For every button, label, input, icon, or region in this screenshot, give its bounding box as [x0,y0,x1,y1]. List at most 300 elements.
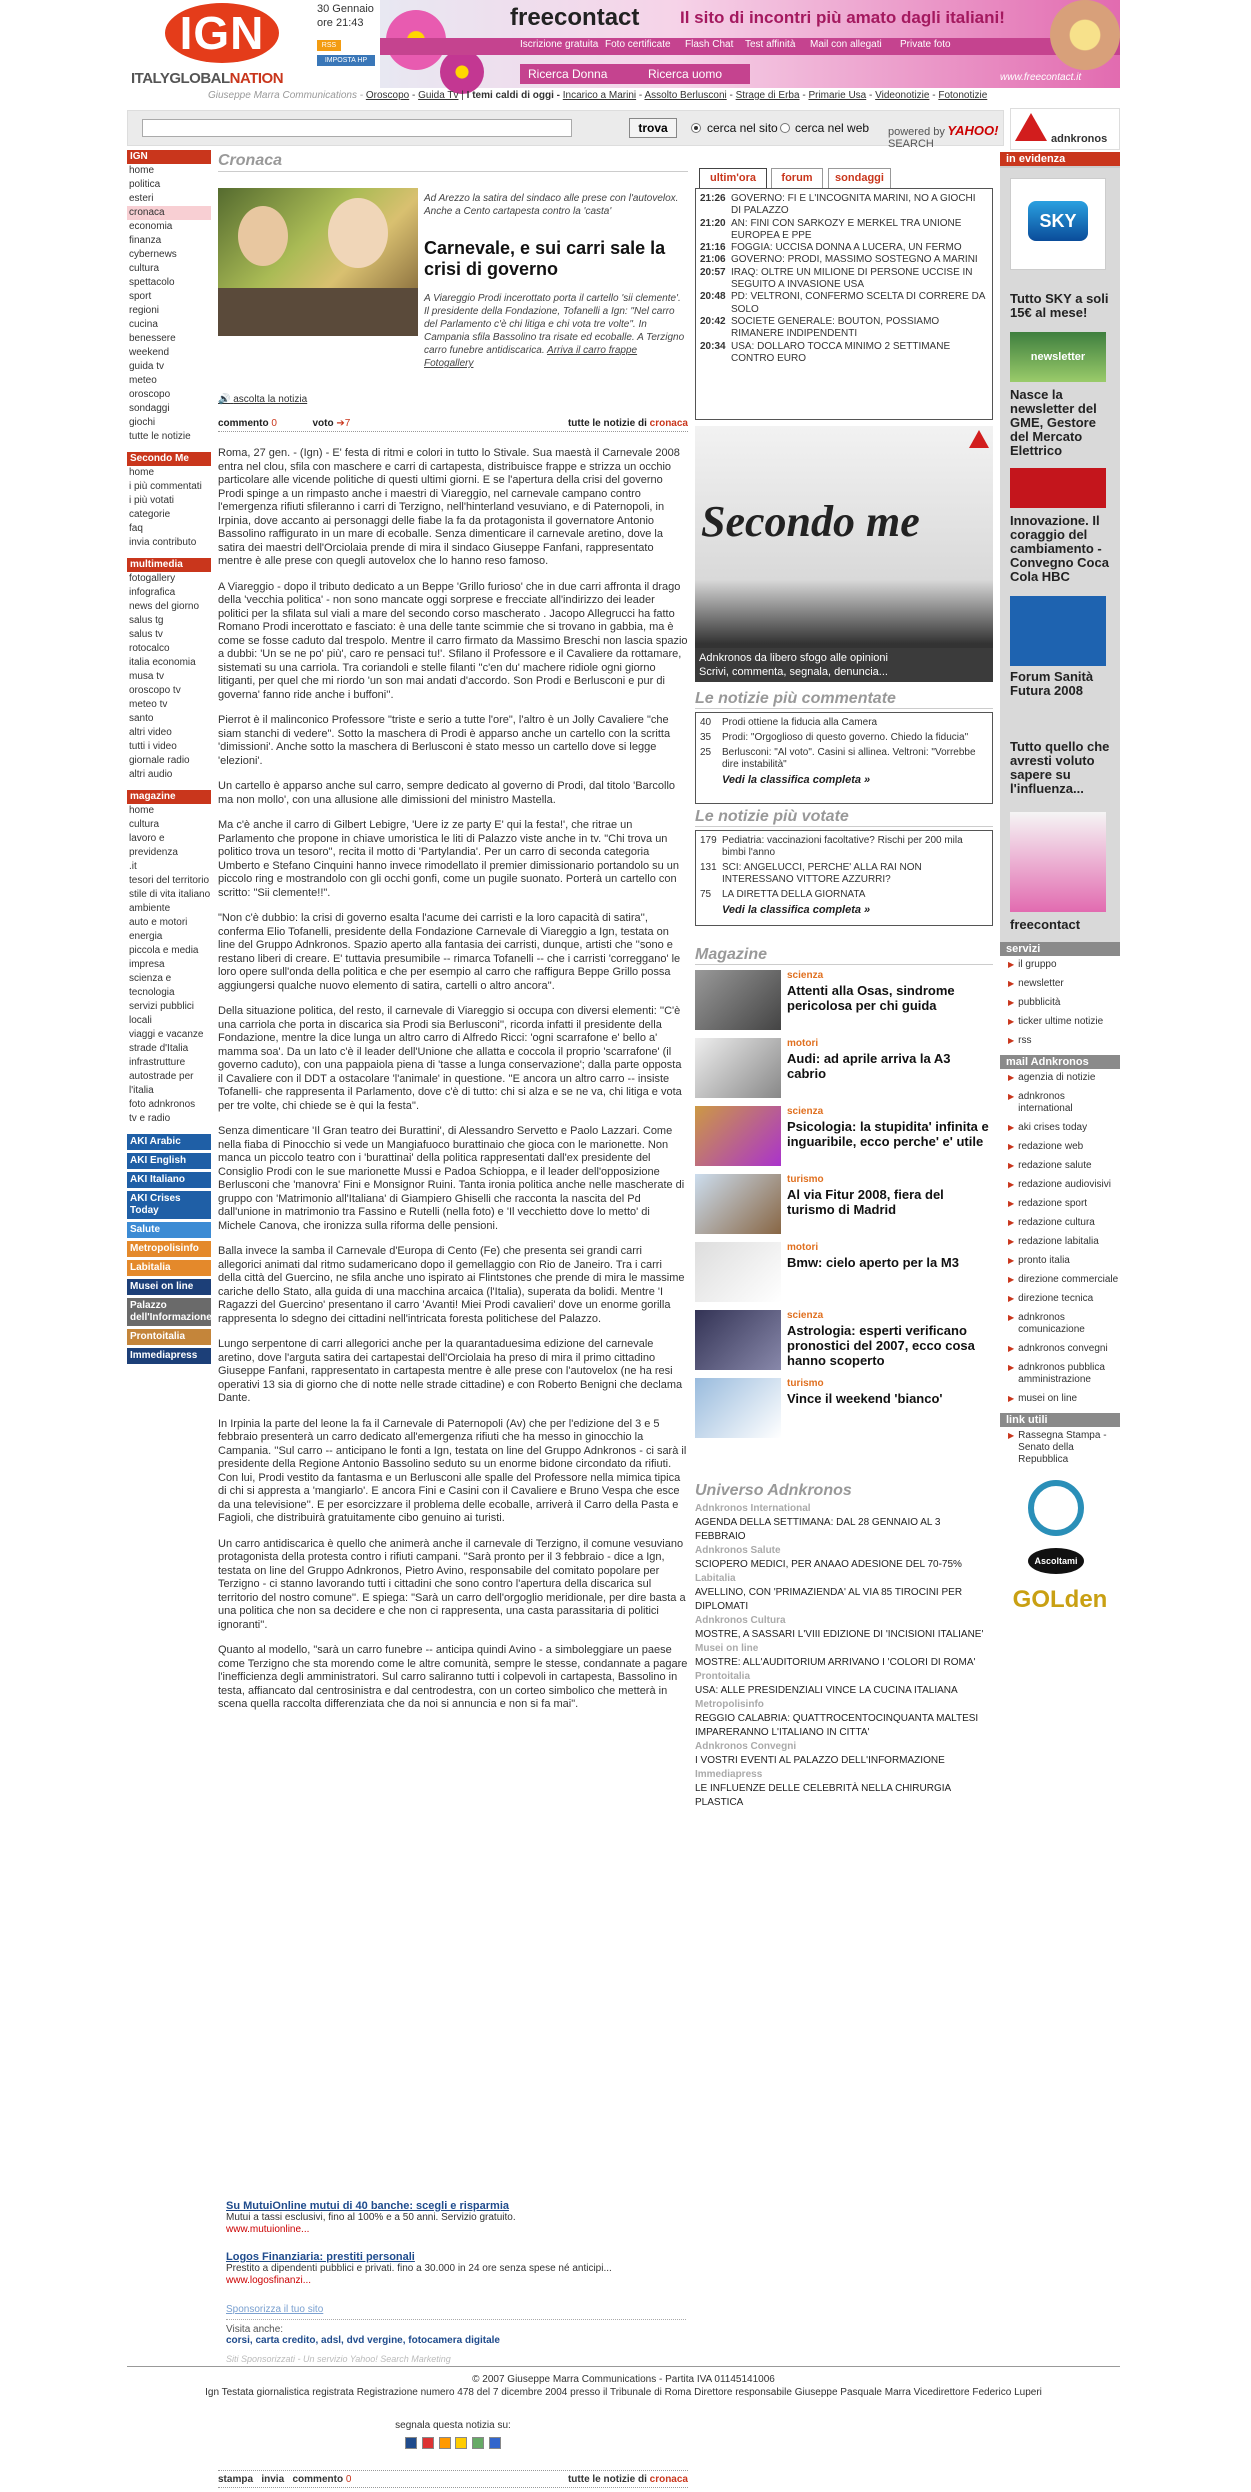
arrow-icon: ▶ [1008,1313,1015,1322]
date-box [317,0,375,88]
sponsored-links [226,2200,686,2364]
leftnav-item[interactable]: esteri [129,193,154,204]
leftnav-item[interactable]: guida tv [129,361,165,372]
leftnav-item[interactable]: tesori del territorio [129,875,210,886]
news-item[interactable] [700,291,988,316]
crowd [218,288,418,336]
portal-link[interactable]: Salute [127,1222,211,1238]
magazine-thumbnail[interactable] [695,1378,781,1438]
portal-link[interactable]: AKI Italiano [127,1172,211,1188]
universo-section[interactable]: Prontoitalia [695,1671,751,1682]
magazine-title[interactable]: Attenti alla Osas, sindrome pericolosa per chi guida [787,983,955,1013]
magazine-thumbnail[interactable] [695,1106,781,1166]
radio-site[interactable] [691,123,701,133]
article-paragraph: Un cartello è apparso anche sul carro, sempre dedicato al governo di Prodi, dal titolo 'Barcollo ma non mollo', con una allusione alle dimissioni del ministro Mastella. [218,780,676,806]
bottom-action-bar [218,2470,688,2488]
sponsor-link[interactable]: Sponsorizza il tuo sito [226,2304,324,2315]
news-item[interactable] [700,341,988,366]
article-lead-image[interactable] [218,188,418,336]
segnalo-icon[interactable] [472,2437,484,2449]
universo-section[interactable]: Immediapress [695,1769,763,1780]
universo-section[interactable]: Adnkronos Convegni [695,1741,797,1752]
leftnav-item[interactable]: oroscopo tv [129,685,181,696]
evidenza-item[interactable]: Tutto quello che avresti voluto sapere su l'influenza... [1010,739,1110,796]
sidebar-link[interactable] [1000,1252,1120,1271]
sanita-futura-image[interactable] [1010,596,1106,666]
leftnav-header: IGN [127,150,211,164]
evidenza-item[interactable]: Tutto SKY a soli 15€ al mese! [1010,291,1109,320]
leftnav-item[interactable]: benessere [129,333,176,344]
arrow-icon: ▶ [1008,1017,1015,1026]
leftnav-item[interactable]: stile di vita italiano [129,889,211,900]
influenza-spacer [1010,718,1106,728]
article-summary [424,292,688,370]
magazine-thumbnail[interactable] [695,970,781,1030]
magazine-thumbnail[interactable] [695,1242,781,1302]
leftnav-item[interactable]: altri video [129,727,172,738]
ascoltami-logo[interactable]: Ascoltami [1028,1548,1084,1574]
leftnav-item[interactable]: santo [129,713,154,724]
sidebar-link[interactable] [1000,994,1120,1013]
leftnav-item[interactable]: viaggi e vacanze [129,1029,204,1040]
ad-item[interactable] [226,2200,686,2235]
leftnav-item[interactable]: rotocalco [129,643,170,654]
vote-count: 7 [344,418,351,429]
news-title: PD: VELTRONI, CONFERMO SCELTA DI CORRERE DA SOLO [731,291,985,315]
hot-topic-link[interactable]: Assolto Berlusconi [644,90,727,101]
secondo-me-line1: Adnkronos da libero sfogo alle opinioni [699,652,888,664]
leftnav-item[interactable]: infrastrutture [129,1057,186,1068]
ranked-item[interactable] [700,717,988,729]
leftnav-item[interactable]: .it [129,861,137,872]
magazine-item[interactable] [695,1242,993,1305]
universo-section[interactable]: Labitalia [695,1573,736,1584]
secondo-me-promo[interactable] [695,426,993,682]
leftnav-item[interactable]: salus tv [129,629,163,640]
leftnav-item[interactable]: tv e radio [129,1113,171,1124]
ad-url[interactable]: www.mutuionline... [226,2224,310,2235]
hot-topic-link[interactable]: Primarie Usa [808,90,867,101]
universo-item[interactable]: SCIOPERO MEDICI, PER ANAAO ADESIONE DEL 70-75% [695,1559,962,1570]
ign-logo[interactable] [127,0,317,88]
sky-image[interactable] [1010,178,1106,270]
sub-navigation: Giuseppe Marra Communications - Oroscopo - Guida Tv | I temi caldi di oggi - Incarico a Marini - Assolto Berlusconi - Strage di Erba - Primarie Usa - Videonotizie - Fotonotizie [208,90,988,101]
sidebar-link-label: direzione tecnica [1018,1293,1094,1304]
sidebar-link[interactable] [1000,1233,1120,1252]
universo-section[interactable]: Adnkronos International [695,1503,811,1514]
all-news-label: tutte le notizie di [567,418,647,429]
ranked-title: SCI: ANGELUCCI, PERCHE' ALLA RAI NON INTERESSANO VITTORE AZZURRI? [722,862,922,885]
portal-link[interactable]: Palazzo dell'Informazione [127,1298,211,1326]
ranked-item[interactable] [700,835,988,859]
leftnav-item[interactable]: servizi pubblici locali [129,1001,195,1026]
comment-link[interactable]: commento [218,418,269,429]
spacer [127,782,211,790]
magazine-thumbnail[interactable] [695,1038,781,1098]
site-header [127,0,1120,88]
servizi-list [1000,956,1120,1051]
leftnav-item[interactable]: giornale radio [129,755,190,766]
coca-cola-image[interactable] [1010,468,1106,508]
magazine-item[interactable] [695,1310,993,1373]
leftnav-item[interactable]: finanza [129,235,162,246]
logo-sub-b: NATION [229,70,284,87]
news-time: 21:06 [700,254,726,266]
links-list [1000,1427,1120,1470]
leftnav-item[interactable]: regioni [129,305,160,316]
portal-link[interactable]: Metropolisinfo [127,1241,211,1257]
leftnav-header: multimedia [127,558,211,572]
hot-topics-label: I temi caldi di oggi - [466,90,560,101]
sidebar-link-label: rss [1018,1035,1032,1046]
sidebar-link[interactable] [1000,1013,1120,1032]
ultimora-list [695,188,993,420]
carnival-figure [238,206,288,266]
leftnav-item[interactable]: politica [129,179,161,190]
article-paragraph: In Irpinia la parte del leone la fa il Carnevale di Paternopoli (Av) che per l'edizione del 3 e 5 febbraio presenterà un carro dedicato all'emergenza rifiuti che ha messo in ginocchio la Campania. ''Sul carro -- anticipano le fonti a Ign, testata on line del Gruppo Adnkronos - ci sarà il presidente della Regione Antonio Bassolino seduto su un enorme bidone circondato da rifiuti. Con lui, Prodi vestito da fantasma e un Berlusconi alle spalle del Professore nella mimica tipica di chi si appresta a 'mangiarlo'. E ancora Fini e Casini con il Cavaliere e Bruno Vespa che esce da una televisione''. E per esorcizzare il problema delle ecoballe, arriverà il Carro della Pasta e Fagioli, che distribuirà gratuitamente cibo genuino ai turisti. [218,1417,687,1524]
sidebar-link[interactable] [1000,1176,1120,1195]
evidenza-item[interactable]: freecontact [1010,917,1081,932]
leftnav-item[interactable]: tutte le notizie [129,431,191,442]
leftnav-item[interactable]: cultura [129,819,160,830]
portal-link[interactable]: Labitalia [127,1260,211,1276]
arrow-icon: ▶ [1008,1123,1015,1132]
facebook-icon[interactable] [489,2437,501,2449]
leftnav-item[interactable]: home [129,165,155,176]
most-commented-list [695,712,993,804]
sidebar-link[interactable] [1000,1309,1120,1340]
leftnav-item[interactable]: musa tv [129,671,165,682]
leftnav-item[interactable]: strade d'Italia [129,1043,189,1054]
guida-tv-link[interactable]: Guida Tv [418,90,459,101]
magazine-title[interactable]: Audi: ad aprile arriva la A3 cabrio [787,1051,951,1081]
ad-url[interactable]: www.logosfinanzi... [226,2275,312,2286]
search-input[interactable] [142,119,572,137]
sidebar-link[interactable] [1000,975,1120,994]
portal-link[interactable]: Immediapress [127,1348,211,1364]
share-icons [218,2437,688,2452]
sidebar-link[interactable] [1000,1214,1120,1233]
leftnav-item[interactable]: giochi [129,417,156,428]
ad-item[interactable] [226,2251,686,2286]
portal-link[interactable]: AKI English [127,1153,211,1169]
partner-logo-circle[interactable] [1028,1480,1084,1536]
sidebar-link-label: adnkronos comunicazione [1018,1312,1085,1335]
magazine-item[interactable] [695,1378,993,1441]
article-meta-bar [218,418,688,432]
ign-logo-subtitle [131,70,283,87]
magazine-title[interactable]: Al via Fitur 2008, fiera del turismo di Madrid [787,1187,944,1217]
leftnav-item[interactable]: oroscopo [129,389,171,400]
evidenza-item[interactable]: Innovazione. Il coraggio del cambiamento - Convegno Coca Cola HBC [1010,513,1109,584]
hot-topic-link[interactable]: Fotonotizie [938,90,988,101]
sidebar-link[interactable] [1000,1427,1120,1470]
share-label: segnala questa notizia su: [395,2420,511,2431]
speaker-icon: 🔊 [218,394,231,405]
universo-section[interactable]: Musei on line [695,1643,759,1654]
vote-link[interactable]: voto [312,418,334,429]
news-item[interactable] [700,242,988,254]
leftnav-item[interactable]: economia [129,221,173,232]
leftnav-item[interactable]: infografica [129,587,176,598]
arrow-icon: ▶ [1008,1431,1015,1440]
freecontact-banner[interactable] [380,0,1120,88]
mail-header: mail Adnkronos [1000,1055,1120,1069]
search-button[interactable]: trova [629,118,677,138]
ranked-title: Berlusconi: "Al voto". Casini si allinea. Veltroni: "Vorrebbe dire instabilità" [722,747,976,770]
hot-topic-link[interactable]: Videonotizie [875,90,930,101]
banner-link[interactable]: Private foto [900,39,951,50]
portal-link[interactable]: AKI Arabic [127,1134,211,1150]
leftnav-header: magazine [127,790,211,804]
banner-photo [1050,0,1120,70]
adnkronos-logo[interactable] [1010,108,1120,150]
visita-links[interactable]: corsi, carta credito, adsl, dvd vergine, fotocamera digitale [226,2335,500,2346]
banner-link[interactable]: Mail con allegati [810,39,882,50]
digg-icon[interactable] [422,2437,434,2449]
date-time: ore 21:43 [317,17,364,29]
arrow-icon: ▶ [1008,1394,1015,1403]
leftnav-item[interactable]: cybernews [129,249,177,260]
ad-title[interactable]: Logos Finanziaria: prestiti personali [226,2251,415,2263]
arrow-icon: ▶ [1008,1092,1015,1101]
ranked-item[interactable] [700,889,988,901]
universo-item[interactable]: AGENDA DELLA SETTIMANA: DAL 28 GENNAIO AL 3 FEBBRAIO [695,1517,941,1542]
banner-link[interactable]: Flash Chat [685,39,734,50]
listen-link[interactable] [218,394,307,405]
leftnav-item[interactable]: categorie [129,509,171,520]
search-man-link[interactable]: Ricerca uomo [648,67,723,81]
leftnav-header: Secondo Me [127,452,211,466]
portal-link[interactable]: AKI Crises Today [127,1191,211,1219]
leftnav-item[interactable]: cultura [129,263,160,274]
leftnav-item[interactable]: sport [129,291,152,302]
leftnav-item[interactable]: meteo [129,375,157,386]
sidebar-link[interactable] [1000,1195,1120,1214]
sidebar-link[interactable] [1000,1359,1120,1390]
section-title: Cronaca [218,152,688,172]
leftnav-item[interactable]: foto adnkronos [129,1099,196,1110]
magazine-item[interactable] [695,1106,993,1169]
logo-sub-a: ITALYGLOBAL [131,70,230,87]
leftnav-item[interactable]: italia economia [129,657,196,668]
portal-link[interactable]: Prontoitalia [127,1329,211,1345]
leftnav-item[interactable]: invia contributo [129,537,197,548]
leftnav-item[interactable]: weekend [129,347,170,358]
leftnav-item[interactable]: faq [129,523,143,534]
magazine-item[interactable] [695,970,993,1033]
leftnav-item[interactable]: fotogallery [129,573,176,584]
tab-sondaggi[interactable]: sondaggi [828,168,891,188]
tab-ultimora[interactable]: ultim'ora [699,168,767,188]
leftnav-item[interactable]: news del giorno [129,601,200,612]
leftnav-item[interactable]: i più commentati [129,481,202,492]
ad-title[interactable]: Su MutuiOnline mutui di 40 banche: scegli e risparmia [226,2200,510,2212]
yahoo-ads-footer: Siti Sponsorizzati - Un servizio Yahoo! Search Marketing [226,2354,451,2364]
magazine-item[interactable] [695,1174,993,1237]
news-item[interactable] [700,193,988,218]
sidebar-link[interactable] [1000,1340,1120,1359]
sidebar-link-label: agenzia di notizie [1018,1072,1096,1083]
sidebar-link[interactable] [1000,956,1120,975]
sidebar-link[interactable] [1000,1271,1120,1290]
arrow-icon: ▶ [1008,1073,1015,1082]
leftnav-item[interactable]: altri audio [129,769,173,780]
magazine-thumbnail[interactable] [695,1174,781,1234]
leftnav-item[interactable]: autostrade per l'italia [129,1071,194,1096]
leftnav-item[interactable]: sondaggi [129,403,170,414]
universo-item[interactable]: LE INFLUENZE DELLE CELEBRITÀ NELLA CHIRURGIA PLASTICA [695,1783,951,1808]
universo-section[interactable]: Adnkronos Cultura [695,1615,786,1626]
portal-link[interactable]: Musei on line [127,1279,211,1295]
article-paragraph: Della situazione politica, del resto, il carnevale di Viareggio si occupa con diversi elementi: ''C'è una carriola che porta in discarica sia Prodi sia Berlusconi'', ricorda infatti il presidente della Fondazione, mentre la dice lunga un altro carro di Alfredo Ricci: 'ogni scarrafone e' bello a' mamma soa'. Da un lato c'è il leader dell'Unione che allatta e coccola il proprio 'scarrafone' (il governo caduto), con una pappaiola piena di 'tasse a lunga conservazione'; dalla parte opposta il Cavaliere con il DDT a ostacolare 'l'animale' in questione. ''E ancora un altro carro -- insiste Tofanelli- che rappresenta il Parlamento, dove c'è di tutto: chi si alza e se ne va, chi litiga e vota per tre volte, chi chiede se è qui la festa''. [218,1005,682,1112]
ign-logo-mark: IGN [165,3,279,63]
rss-button[interactable]: RSS [317,40,341,51]
comment-bottom-link[interactable]: commento [292,2474,344,2485]
leftnav-item[interactable]: tutti i video [129,741,177,752]
article-paragraph: Senza dimenticare 'Il Gran teatro dei Burattini', di Alessandro Servetto e Paolo Lazzari. Come nella fiaba di Pinocchio si vede un Mangiafuoco burattinaio che gioca con le marionette. Non manca un piccolo teatro con i 'burattinai' della politica rappresentati dall'ex presidente del Consiglio Prodi con le sue marionette Mussi e Padoa Schioppa, e il leader dell'opposizione Berlusconi che 'manovra' Fini e Monsignor Ruini. Tanta ironia politica anche nelle mascherate di gruppo con 'Matrimonio all'Italiana' di Giampiero Ghiselli che racconta la nascita del Pd dall'unione in matrimonio tra Fassino e Rutelli (nella foto) e 'Il vecchietto dove lo metto' di Michele Canova, che ironizza sulla riforma delle pensioni. [218,1125,685,1232]
sidebar-link-label: Rassegna Stampa - Senato della Repubblica [1018,1430,1107,1465]
leftnav-item[interactable]: piccola e media impresa [129,945,199,970]
all-news-section: cronaca [649,2474,688,2485]
banner-url: www.freecontact.it [1000,72,1082,83]
hot-topic-link[interactable]: Incarico a Marini [562,90,637,101]
news-item[interactable] [700,316,988,341]
magazine-title[interactable]: Astrologia: esperti verificano pronostici del 2007, ecco cosa hanno scoperto [787,1323,975,1368]
arrow-icon: ▶ [1008,1363,1015,1372]
search-woman-link[interactable]: Ricerca Donna [528,67,608,81]
magazine-title[interactable]: Psicologia: la stupidita' infinita e inguaribile, ecco perche' e' utile [787,1119,989,1149]
banner-link[interactable]: Iscrizione gratuita [520,39,599,50]
sidebar-link[interactable] [1000,1069,1120,1088]
leftnav-item[interactable]: home [129,467,155,478]
sidebar-link[interactable] [1000,1088,1120,1119]
see-full-ranking-link[interactable]: Vedi la classifica completa » [722,904,871,916]
arrow-icon: ▶ [1008,998,1015,1007]
universo-section[interactable]: Metropolisinfo [695,1699,764,1710]
leftnav-item[interactable]: energia [129,931,163,942]
universo-item[interactable]: MOSTRE: ALL'AUDITORIUM ARRIVANO I 'COLORI DI ROMA' [695,1657,976,1668]
freecontact-image[interactable] [1010,812,1106,912]
universo-title: Universo Adnkronos [695,1482,852,1499]
sidebar-link[interactable] [1000,1390,1120,1409]
universo-item[interactable]: MOSTRE, A SASSARI L'VIII EDIZIONE DI 'INCISIONI ITALIANE' [695,1629,984,1640]
magazine-title[interactable]: Vince il weekend 'bianco' [787,1391,943,1406]
magazine-thumbnail[interactable] [695,1310,781,1370]
sidebar-link-label: il gruppo [1018,959,1057,970]
leftnav-item[interactable]: lavoro e previdenza [129,833,178,858]
oknotizie-icon[interactable] [439,2437,451,2449]
evidenza-item[interactable]: Forum Sanità Futura 2008 [1010,669,1094,698]
leftnav-item[interactable]: cronaca [127,206,211,220]
article-body [218,447,688,1724]
yahoo-icon[interactable] [455,2437,467,2449]
universo-item[interactable]: REGGIO CALABRIA: QUATTROCENTOCINQUANTA MALTESI IMPARERANNO L'ITALIANO IN CITTA' [695,1713,979,1738]
print-link[interactable]: stampa [218,2474,254,2485]
oroscopo-link[interactable]: Oroscopo [365,90,410,101]
leftnav-item[interactable]: home [129,805,155,816]
search-bar [127,110,1004,150]
credit-text: Giuseppe Marra Communications - [208,90,364,101]
magazine-title[interactable]: Bmw: cielo aperto per la M3 [787,1255,959,1270]
news-time: 21:26 [700,193,726,204]
banner-slogan: Il sito di incontri più amato dagli italiani! [680,8,1005,27]
arrow-icon: ▶ [1008,1294,1015,1303]
sidebar-link-label: aki crises today [1018,1122,1088,1133]
magazine-item[interactable] [695,1038,993,1101]
article-column [218,152,688,2492]
news-title: FOGGIA: UCCISA DONNA A LUCERA, UN FERMO [731,242,962,254]
ranked-item[interactable] [700,732,988,744]
ranked-title: Pediatria: vaccinazioni facoltative? Rischi per 200 mila bimbi l'anno [722,835,963,858]
news-title: AN: FINI CON SARKOZY E MERKEL TRA UNIONE EUROPEA E PPE [731,217,962,241]
ranked-item[interactable] [700,862,988,886]
gallery-link[interactable]: Arriva il carro frappe Fotogallery [424,345,638,369]
leftnav-item[interactable]: i più votati [129,495,175,506]
leftnav-item[interactable]: scienza e tecnologia [129,973,175,998]
tab-forum[interactable]: forum [771,168,823,188]
article-paragraph: Un carro antidiscarica è quello che animerà anche il carnevale di Terzigno, il comune vesuviano protagonista della protesta contro i rifiuti campani. "Sarà pronto per il 3 febbraio - dice a Ign, testata on line del Gruppo Adnkronos, Pietro Avino, responsabile del comitato popolare per Terzigno - ci stanno lavorando tutti i cittadini che sono contro l'apertura della discarica sul territorio del nostro comune''. E spiega: "Sarà un carro dell'orgoglio meridionale, per dire basta a una politica che non sa decidere e che non ci rappresenta, una casta parassitaria di politici ignoranti''. [218,1537,686,1631]
adnkronos-mark [969,430,989,448]
imposta-home-button[interactable]: IMPOSTA HP [317,55,375,66]
leftnav-item[interactable]: spettacolo [129,277,175,288]
leftnav-item[interactable]: salus tg [129,615,164,626]
spacer [127,444,211,452]
news-item[interactable] [700,267,988,292]
sidebar-link[interactable] [1000,1032,1120,1051]
all-news-link[interactable] [568,418,688,429]
leftnav-item[interactable]: meteo tv [129,699,168,710]
magazine-title: Magazine [695,946,993,965]
universo-section[interactable]: Adnkronos Salute [695,1545,781,1556]
all-news-section: cronaca [649,418,688,429]
arrow-icon: ▶ [1008,1180,1015,1189]
sidebar-link[interactable] [1000,1290,1120,1309]
banner-link[interactable]: Test affinità [745,39,796,50]
leftnav-item[interactable]: cucina [129,319,158,330]
radio-web[interactable] [780,123,790,133]
universo-item[interactable]: USA: ALLE PRESIDENZIALI VINCE LA CUCINA ITALIANA [695,1685,958,1696]
yahoo-search-text: SEARCH [888,138,934,150]
most-voted-title: Le notizie più votate [695,808,993,827]
sidebar-link[interactable] [1000,1119,1120,1138]
golden-logo[interactable]: GOLden [1012,1586,1108,1613]
comment-count: 0 [271,418,277,429]
ranked-item[interactable] [700,747,988,771]
banner-link[interactable]: Foto certificate [605,39,671,50]
universo-item[interactable]: AVELLINO, CON 'PRIMAZIENDA' AL VIA 85 TIROCINI PER DIPLOMATI [695,1587,963,1612]
footer-copyright: © 2007 Giuseppe Marra Communications - Partita IVA 01145141006 [472,2374,775,2385]
mail-list [1000,1069,1120,1409]
sidebar-link-label: adnkronos international [1018,1091,1073,1114]
hot-topic-link[interactable]: Strage di Erba [735,90,800,101]
news-item[interactable] [700,254,988,266]
newsletter-gme-image[interactable]: newsletter [1010,332,1106,382]
universo-item[interactable]: I VOSTRI EVENTI AL PALAZZO DELL'INFORMAZIONE [695,1755,945,1766]
evidenza-item[interactable]: Nasce la newsletter del GME, Gestore del Mercato Elettrico [1010,387,1097,458]
leftnav-item[interactable]: ambiente [129,903,171,914]
delicious-icon[interactable] [405,2437,417,2449]
left-navigation [127,150,211,1367]
send-link[interactable]: invia [261,2474,285,2485]
sidebar-link[interactable] [1000,1138,1120,1157]
see-full-ranking-link[interactable]: Vedi la classifica completa » [722,774,871,786]
sidebar-link[interactable] [1000,1157,1120,1176]
magazine-category: scienza [787,1310,824,1321]
all-news-bottom-link[interactable] [568,2471,688,2488]
leftnav-item[interactable]: auto e motori [129,917,188,928]
news-item[interactable] [700,218,988,243]
